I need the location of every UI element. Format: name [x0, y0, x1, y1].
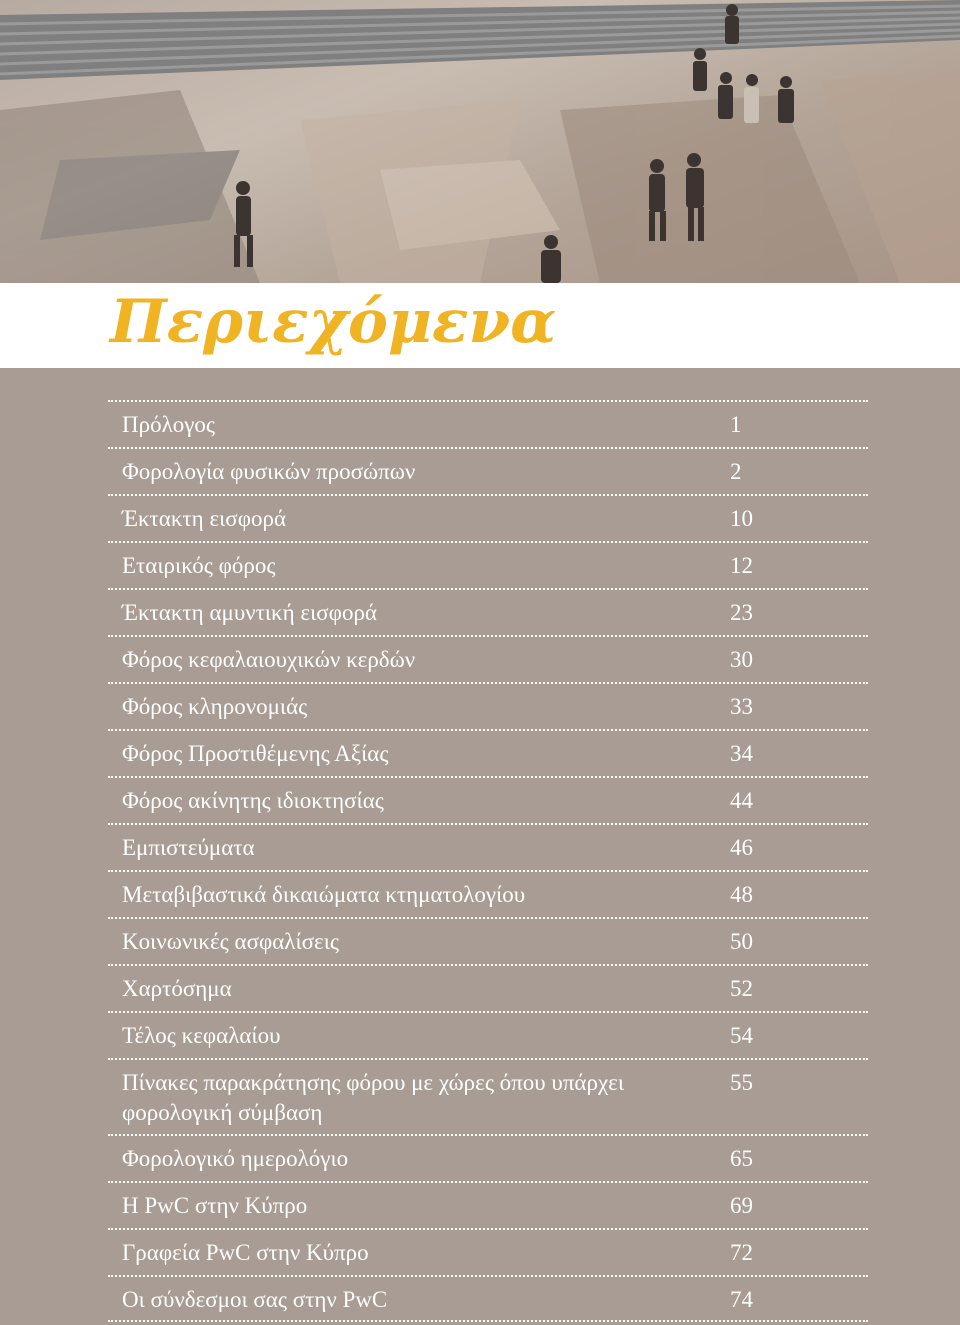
page-title: Περιεχόμενα [110, 287, 557, 357]
dotted-divider [108, 917, 868, 919]
toc-entry-label: Φορολογικό ημερολόγιο [122, 1146, 349, 1171]
toc-entry-label: Φόρος κληρονομιάς [122, 694, 308, 719]
dotted-divider [108, 1011, 868, 1013]
plaza-illustration [0, 0, 960, 283]
toc-entry-label: Χαρτόσημα [122, 976, 232, 1001]
paving [0, 70, 960, 283]
toc-entry-page: 65 [730, 1146, 753, 1171]
dotted-divider [108, 541, 868, 543]
toc-entry-label: Έκτακτη αμυντική εισφορά [122, 600, 377, 625]
dotted-divider [108, 682, 868, 684]
stairs [0, 0, 960, 80]
toc-entry-page: 1 [730, 412, 742, 437]
dotted-divider [108, 1058, 868, 1060]
dotted-divider [108, 823, 868, 825]
title-band [0, 283, 960, 368]
table-of-contents [0, 368, 960, 1325]
person-silhouette [778, 76, 794, 123]
toc-entry-label: Φόρος Προστιθέμενης Αξίας [122, 741, 389, 766]
dotted-divider [108, 447, 868, 449]
toc-entry-page: 52 [730, 976, 753, 1001]
person-silhouette [693, 48, 707, 91]
dotted-divider [108, 1275, 868, 1277]
toc-entry-label: Πίνακες παρακράτησης φόρου με χώρες όπου υπάρχει φορολογική σύμβαση [122, 1070, 625, 1125]
toc-entry-page: 30 [730, 647, 753, 672]
person-silhouette [541, 235, 561, 283]
toc-entry-label: Κοινωνικές ασφαλίσεις [122, 929, 339, 954]
toc-entry-page: 72 [730, 1240, 753, 1265]
dotted-divider [108, 400, 868, 402]
dotted-divider [108, 1320, 868, 1322]
toc-entry-label: Εταιρικός φόρος [122, 553, 276, 578]
person-silhouette [725, 4, 739, 44]
toc-entry-page: 10 [730, 506, 753, 531]
cover-photo [0, 0, 960, 283]
toc-entry-label: Μεταβιβαστικά δικαιώματα κτηματολογίου [122, 882, 526, 907]
toc-entry-label: Έκτακτη εισφορά [122, 506, 286, 531]
toc-entry-label: Φόρος ακίνητης ιδιοκτησίας [122, 788, 384, 813]
dotted-divider [108, 635, 868, 637]
toc-entry-label: Φορολογία φυσικών προσώπων [122, 459, 416, 484]
dotted-divider [108, 494, 868, 496]
toc-entry-label: Οι σύνδεσμοι σας στην PwC [122, 1287, 388, 1312]
dotted-divider [108, 1181, 868, 1183]
person-silhouette [718, 72, 733, 119]
dotted-divider [108, 1228, 868, 1230]
toc-entry-label: Τέλος κεφαλαίου [122, 1023, 281, 1048]
toc-entry-page: 12 [730, 553, 753, 578]
dotted-divider [108, 964, 868, 966]
toc-entry-page: 48 [730, 882, 753, 907]
toc-entry-label: Εμπιστεύματα [122, 835, 255, 860]
toc-entry-page: 34 [730, 741, 753, 766]
toc-entry-label: Γραφεία PwC στην Κύπρο [122, 1240, 369, 1265]
toc-entry-page: 54 [730, 1023, 753, 1048]
toc-entry-page: 44 [730, 788, 753, 813]
toc-entry-page: 33 [730, 694, 753, 719]
toc-entry-page: 69 [730, 1193, 753, 1218]
toc-entry-page: 74 [730, 1287, 753, 1312]
toc-entry-page: 23 [730, 600, 753, 625]
toc-entry-page: 46 [730, 835, 753, 860]
dotted-divider [108, 1134, 868, 1136]
toc-entry-label: Η PwC στην Κύπρο [122, 1193, 308, 1218]
toc-entry-page: 2 [730, 459, 742, 484]
toc-entry-page: 55 [730, 1070, 753, 1095]
toc-entry-page: 50 [730, 929, 753, 954]
dotted-divider [108, 870, 868, 872]
person-silhouette [744, 74, 759, 123]
toc-entry-label: Φόρος κεφαλαιουχικών κερδών [122, 647, 416, 672]
toc-entry-label: Πρόλογος [122, 412, 216, 437]
dotted-divider [108, 729, 868, 731]
dotted-divider [108, 588, 868, 590]
dotted-divider [108, 776, 868, 778]
